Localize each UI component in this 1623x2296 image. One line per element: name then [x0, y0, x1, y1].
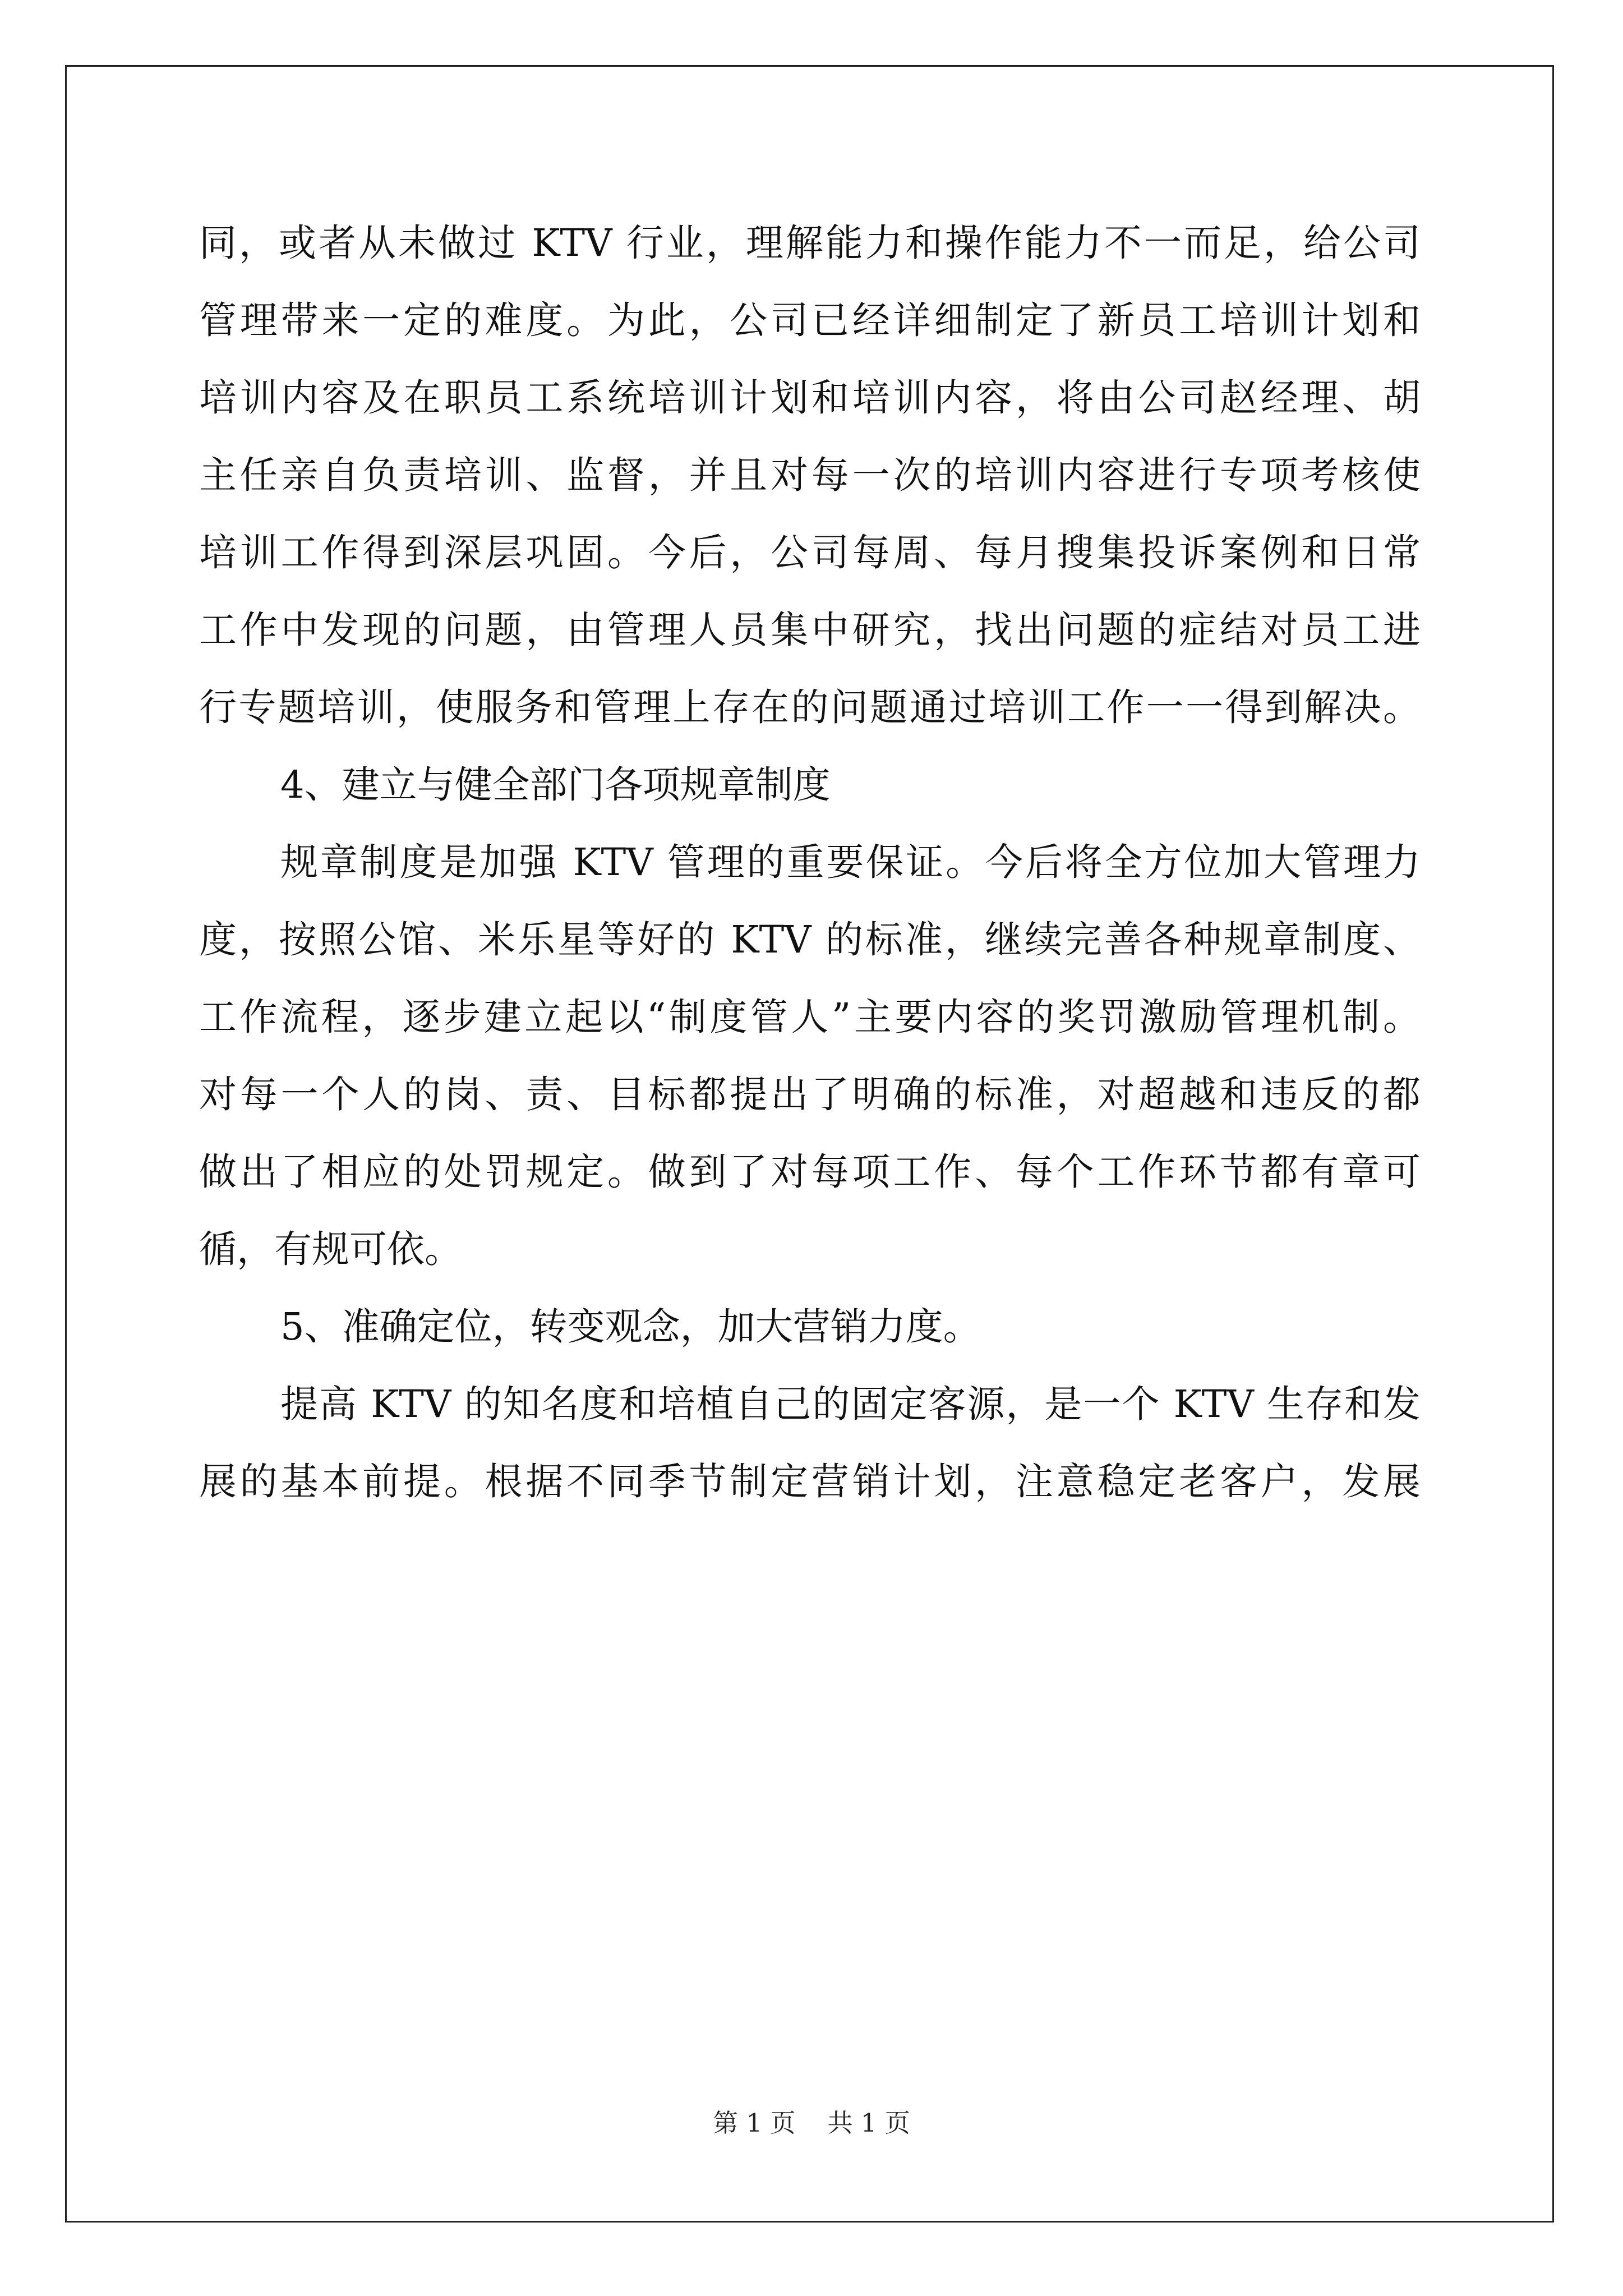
paragraph-line: 做出了相应的处罚规定。做到了对每项工作、每个工作环节都有章可: [199, 1150, 1421, 1194]
paragraph-line: 规章制度是加强 KTV 管理的重要保证。今后将全方位加大管理力: [280, 840, 1421, 884]
section-heading: 5、准确定位，转变观念，加大营销力度。: [280, 1305, 981, 1349]
paragraph-line: 展的基本前提。根据不同季节制定营销计划，注意稳定老客户，发展: [199, 1460, 1421, 1503]
paragraph-line: 提高 KTV 的知名度和培植自己的固定客源，是一个 KTV 生存和发: [280, 1382, 1421, 1426]
paragraph-line: 工作中发现的问题，由管理人员集中研究，找出问题的症结对员工进: [199, 608, 1421, 652]
paragraph-line: 培训工作得到深层巩固。今后，公司每周、每月搜集投诉案例和日常: [199, 531, 1421, 574]
paragraph-line: 培训内容及在职员工系统培训计划和培训内容，将由公司赵经理、胡: [199, 376, 1421, 420]
page-number-footer: 第 1 页 共 1 页: [713, 2108, 910, 2138]
paragraph-line: 管理带来一定的难度。为此，公司已经详细制定了新员工培训计划和: [199, 298, 1421, 342]
paragraph-line: 行专题培训，使服务和管理上存在的问题通过培训工作一一得到解决。: [199, 685, 1421, 729]
paragraph-line: 对每一个人的岗、责、目标都提出了明确的标准，对超越和违反的都: [199, 1073, 1421, 1116]
section-heading: 4、建立与健全部门各项规章制度: [280, 763, 831, 807]
paragraph-line: 同，或者从未做过 KTV 行业，理解能力和操作能力不一而足，给公司: [199, 221, 1421, 265]
paragraph-line: 度，按照公馆、米乐星等好的 KTV 的标准，继续完善各种规章制度、: [199, 918, 1421, 961]
paragraph-line: 主任亲自负责培训、监督，并且对每一次的培训内容进行专项考核使: [199, 453, 1421, 497]
paragraph-line: 工作流程，逐步建立起以“制度管人”主要内容的奖罚激励管理机制。: [199, 995, 1421, 1039]
paragraph-line: 循，有规可依。: [199, 1227, 462, 1271]
